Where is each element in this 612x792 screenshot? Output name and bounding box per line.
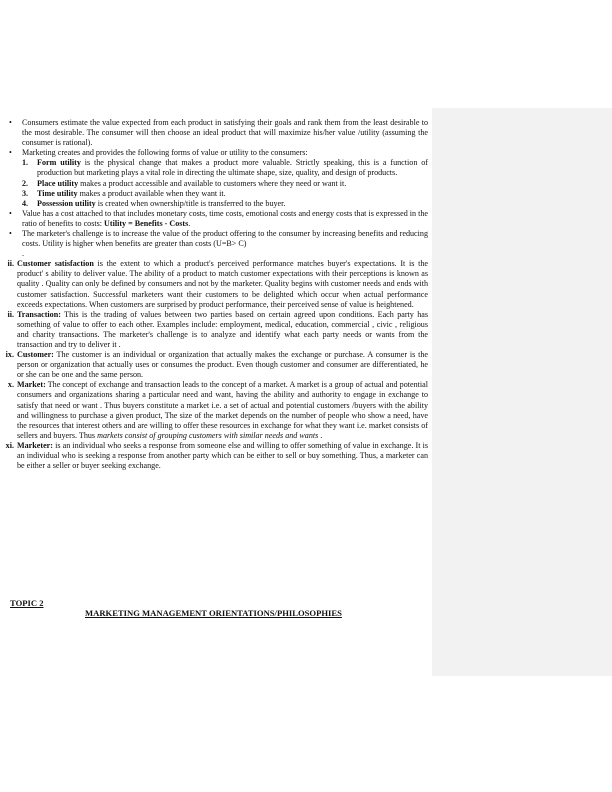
utility-place: 2. Place utility makes a product accessible and available to customers where they need or want it. [22, 178, 347, 188]
bullet-value-cost: • Value has a cost attached to that includes monetary costs, time costs, emotional costs and energy costs that is expressed in the ratio of benefits to costs: Utility = Benefits - Costs. [0, 209, 428, 229]
item-customer-satisfaction: ii. Customer satisfaction is the extent to which a product's perceived performance matches buyer's expectations. It is the product' s ability to deliver value. The ability of a product to match customer expectations with their perceptions is known as quality . Quality can only be defined by consumers and not by the marketer. Quality begins with customer needs and ends with customer satisfaction. Successful marketers want their customers to be delighted which occur when actual performance exceeds expectations. When customers are surprised by product performance, their perceived sense of value is heightened. [7, 259, 428, 309]
comment-margin-panel [432, 108, 612, 676]
item-transaction: ii. Transaction: This is the trading of values between two parties based on certain agreed upon conditions. Each party has something of value to offer to each other. Examples include: employment, medical, education, commercial , civic , religious and charity transactions. The marketer's challenge is to analyze and identify what each party needs or wants from the transaction and try to deliver it . [7, 309, 428, 349]
utility-possession: 4. Possession utility is created when ownership/title is transferred to the buyer. [22, 198, 286, 208]
item-customer: ix. Customer: The customer is an individual or organization that actually makes the exchange or purchase. A consumer is the person or organization that actually uses or consumes the product. Even though customer and consumer are differentiated, he or she can be one and the same person. [5, 350, 428, 380]
body-content [0, 118, 428, 471]
section-heading: MARKETING MANAGEMENT ORIENTATIONS/PHILOSOPHIES [85, 608, 342, 618]
topic-label: TOPIC 2 [10, 598, 44, 608]
bullet-marketing-creates: • Marketing creates and provides the following forms of value or utility to the consumers: [0, 148, 428, 158]
utility-form: 1. Form utility is the physical change that makes a product more valuable. Strictly speaking, this is a function of production but marketing plays a vital role in directing the ultimate shape, size, quality, and design of products. [22, 158, 428, 178]
item-marketer: xi. Marketer: is an individual who seeks a response from someone else and willing to offer something of value in exchange. It is an individual who is seeking a response from another party which can be either to sell or buy something. Thus, a marketer can be either a seller or buyer seeking exchange. [5, 440, 428, 471]
utility-time: 3. Time utility makes a product available when they want it. [22, 188, 226, 198]
stray-period: . [22, 249, 25, 259]
bullet-consumer-estimate: • Consumers estimate the value expected from each product in satisfying their goals and rank them from the least desirable to the most desirable. The consumer will then choose an ideal product that will maximize his/her value /utility (assuming the consumer is rational). [0, 118, 428, 148]
item-market: x. Market: The concept of exchange and transaction leads to the concept of a market. A market is a group of actual and potential consumers and organizations sharing a particular need and want, having the ability and authority to engage in exchange to satisfy that need or want . Thus buyers constitute a market i.e. a set of actual and potential customers /buyers with the ability and willingness to purchase a given product, The size of the market depends on the number of people who show a need, have the resources that interest others and are willing to offer these resources in exchange for what they want i.e. market consists of sellers and buyers. Thus markets consist of grouping customers with similar needs and wants . [7, 380, 428, 440]
bullet-marketer-challenge: • The marketer's challenge is to increase the value of the product offering to the consumer by increasing benefits and reducing costs. Utility is higher when benefits are greater than costs (U=B> C) [0, 229, 428, 249]
